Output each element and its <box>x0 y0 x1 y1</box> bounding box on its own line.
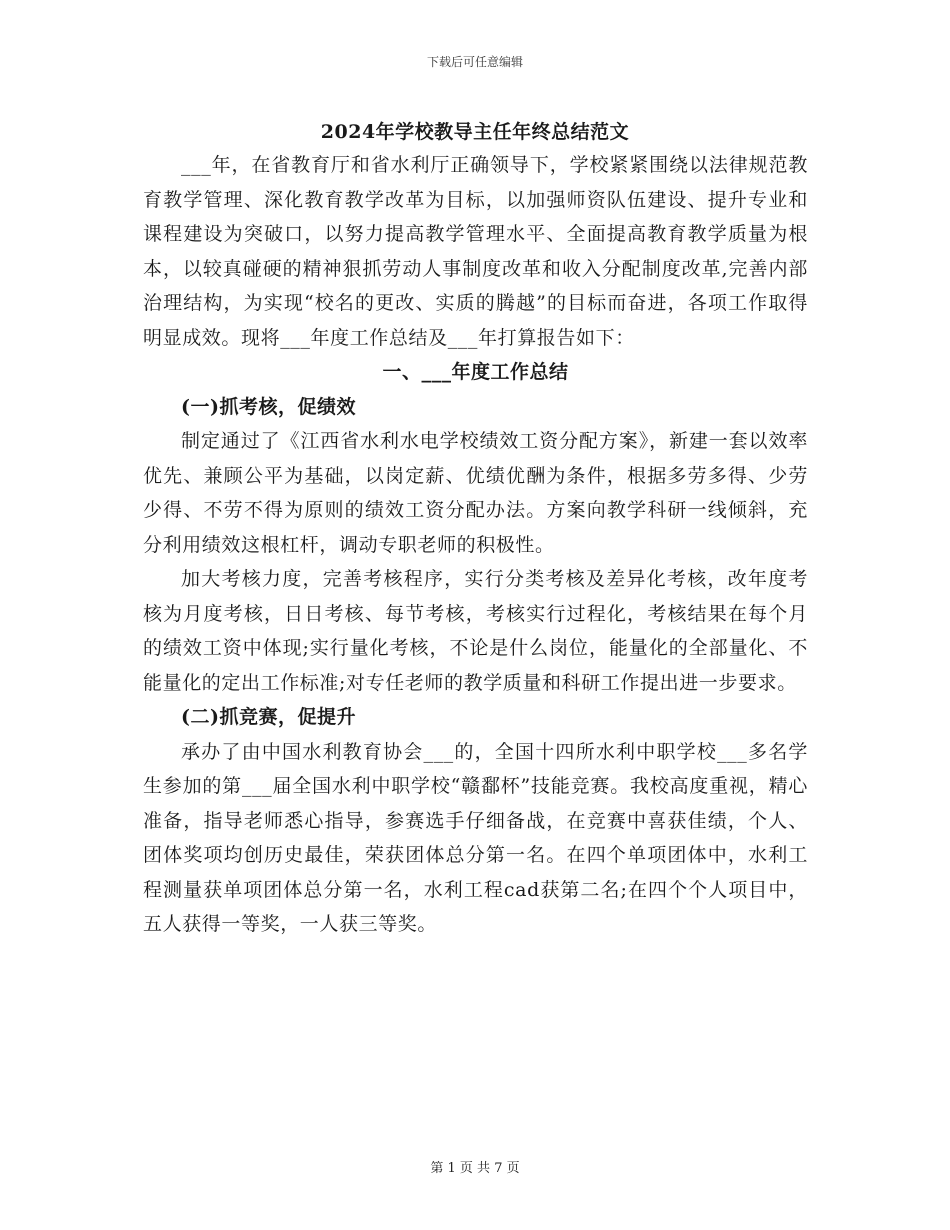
intro-paragraph: ___年，在省教育厅和省水利厅正确领导下，学校紧紧围绕以法律规范教育教学管理、深化教育教学改革为目标，以加强师资队伍建设、提升专业和课程建设为突破口，以努力提高教学管理水平、全面提高教育教学质量为根本，以较真碰硬的精神狠抓劳动人事制度改革和收入分配制度改革,完善内部治理结构，为实现“校名的更改、实质的腾越”的目标而奋进，各项工作取得明显成效。现将___年度工作总结及___年打算报告如下： <box>143 154 808 349</box>
page-footer: 第 1 页 共 7 页 <box>430 1161 520 1176</box>
body-paragraph: 制定通过了《江西省水利水电学校绩效工资分配方案》，新建一套以效率优先、兼顾公平为基础，以岗定薪、优绩优酬为条件，根据多劳多得、少劳少得、不劳不得为原则的绩效工资分配办法。方案向教学科研一线倾斜，充分利用绩效这根杠杆，调动专职老师的积极性。 <box>143 430 808 556</box>
section-heading: 一、___年度工作总结 <box>382 361 569 383</box>
document-title: 2024年学校教导主任年终总结范文 <box>320 121 630 143</box>
subsection-heading: (一)抓考核，促绩效 <box>181 395 356 418</box>
document-body <box>143 148 808 942</box>
body-paragraph: 承办了由中国水利教育协会___的，全国十四所水利中职学校___多名学生参加的第___届全国水利中职学校“赣鄱杯”技能竞赛。我校高度重视，精心准备，指导老师悉心指导，参赛选手仔细备战，在竞赛中喜获佳绩，个人、团体奖项均创历史最佳，荣获团体总分第一名。在四个单项团体中，水利工程测量获单项团体总分第一名，水利工程cad获第二名;在四个个人项目中，五人获得一等奖，一人获三等奖。 <box>143 740 808 935</box>
header-note: 下载后可任意编辑 <box>426 55 523 69</box>
body-paragraph: 加大考核力度，完善考核程序，实行分类考核及差异化考核，改年度考核为月度考核，日日考核、每节考核，考核实行过程化，考核结果在每个月的绩效工资中体现;实行量化考核，不论是什么岗位，能量化的全部量化、不能量化的定出工作标准;对专任老师的教学质量和科研工作提出进一步要求。 <box>143 568 808 694</box>
subsection-heading: (二)抓竞赛，促提升 <box>181 706 356 728</box>
